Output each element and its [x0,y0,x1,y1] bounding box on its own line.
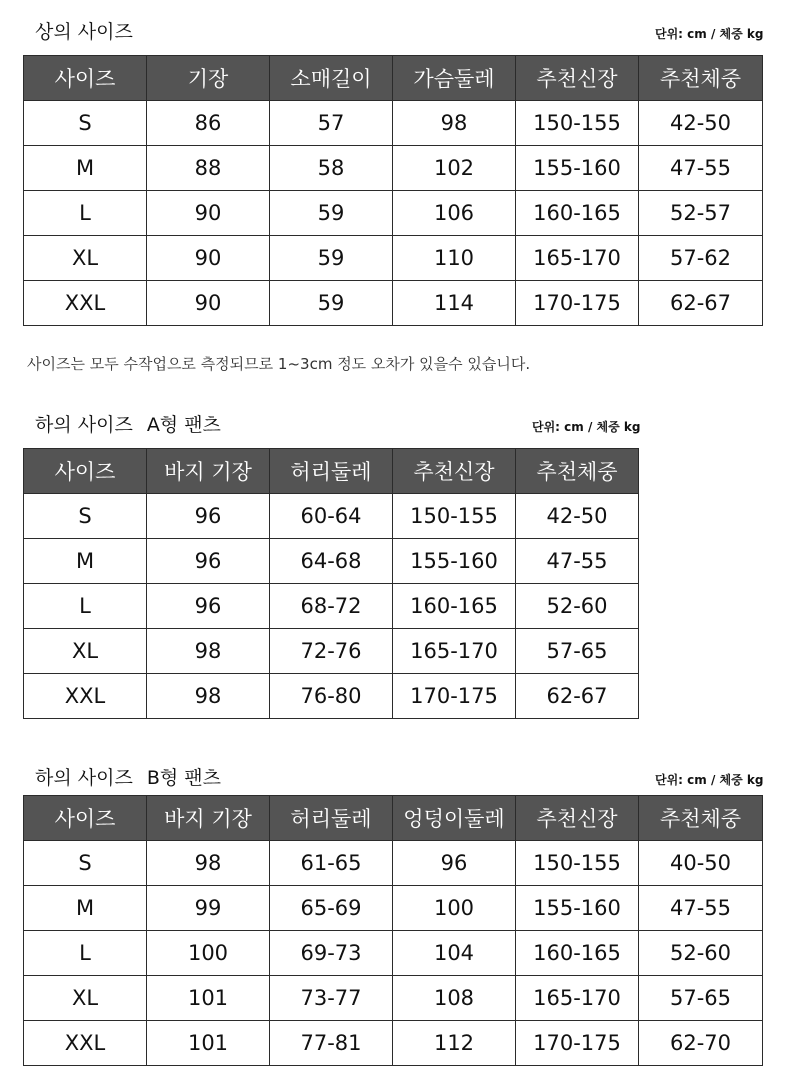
table-cell: 90 [147,191,270,236]
table-row [24,539,639,584]
table-row [24,236,763,281]
table-cell: 57-65 [516,629,639,674]
table-cell: 170-175 [516,281,639,326]
table-cell: 42-50 [516,494,639,539]
table-cell: 112 [393,1021,516,1066]
measurement-note: 사이즈는 모두 수작업으로 측정되므로 1~3cm 정도 오차가 있을수 있습니다. [27,355,531,373]
bottom-b-header-row [24,796,763,841]
table-cell: 65-69 [270,886,393,931]
table-cell: 98 [147,629,270,674]
table-row [24,674,639,719]
table-cell: 110 [393,236,516,281]
table-cell: 150-155 [516,101,639,146]
table-cell: 47-55 [639,146,763,191]
column-header: 바지 기장 [147,796,270,841]
table-row [24,146,763,191]
table-cell: 98 [393,101,516,146]
table-cell: 160-165 [393,584,516,629]
size-label-cell: M [24,886,147,931]
table-cell: 57 [270,101,393,146]
table-cell: 150-155 [393,494,516,539]
table-cell: 100 [147,931,270,976]
table-cell: 155-160 [516,146,639,191]
table-cell: 62-67 [516,674,639,719]
size-label-cell: XL [24,236,147,281]
table-row [24,841,763,886]
table-row [24,101,763,146]
bottom-b-size-table [23,795,763,1066]
column-header: 바지 기장 [147,449,270,494]
column-header: 추천신장 [516,56,639,101]
column-header: 가슴둘레 [393,56,516,101]
table-row [24,1021,763,1066]
table-cell: 52-60 [639,931,763,976]
table-cell: 101 [147,1021,270,1066]
size-label-cell: L [24,931,147,976]
bottom-b-size-title [35,766,221,790]
top-unit-label: 단위: cm / 체중 kg [655,27,764,41]
column-header: 추천신장 [393,449,516,494]
table-cell: 90 [147,281,270,326]
size-label-cell: L [24,191,147,236]
table-row [24,629,639,674]
table-cell: 98 [147,674,270,719]
table-cell: 96 [147,539,270,584]
table-cell: 106 [393,191,516,236]
size-label-cell: S [24,101,147,146]
table-row [24,281,763,326]
column-header: 허리둘레 [270,449,393,494]
column-header: 추천체중 [639,796,763,841]
column-header: 사이즈 [24,56,147,101]
bottom-a-unit-label: 단위: cm / 체중 kg [532,420,641,434]
top-size-table [23,55,763,326]
table-cell: 60-64 [270,494,393,539]
table-cell: 96 [147,494,270,539]
table-cell: 62-67 [639,281,763,326]
size-label-cell: L [24,584,147,629]
table-cell: 99 [147,886,270,931]
table-cell: 68-72 [270,584,393,629]
table-cell: 61-65 [270,841,393,886]
column-header: 소매길이 [270,56,393,101]
table-row [24,886,763,931]
column-header: 사이즈 [24,796,147,841]
table-cell: 52-60 [516,584,639,629]
table-cell: 59 [270,191,393,236]
bottom-a-size-table [23,448,639,719]
table-cell: 160-165 [516,931,639,976]
bottom-a-size-title [35,413,221,437]
bottom-a-size-table-header [24,449,639,494]
bottom-b-size-table-header [24,796,763,841]
size-label-cell: XL [24,629,147,674]
table-cell: 57-62 [639,236,763,281]
top-header-row [24,56,763,101]
table-cell: 100 [393,886,516,931]
table-cell: 76-80 [270,674,393,719]
table-cell: 165-170 [516,976,639,1021]
column-header: 엉덩이둘레 [393,796,516,841]
bottom-b-title-text: 하의 사이즈 [35,767,133,789]
table-cell: 104 [393,931,516,976]
table-row [24,584,639,629]
table-cell: 40-50 [639,841,763,886]
table-cell: 90 [147,236,270,281]
table-cell: 59 [270,236,393,281]
table-cell: 77-81 [270,1021,393,1066]
table-cell: 101 [147,976,270,1021]
table-cell: 69-73 [270,931,393,976]
table-cell: 96 [147,584,270,629]
table-row [24,976,763,1021]
top-size-table-header [24,56,763,101]
table-cell: 52-57 [639,191,763,236]
table-cell: 170-175 [516,1021,639,1066]
table-cell: 47-55 [639,886,763,931]
size-label-cell: M [24,539,147,584]
table-cell: 59 [270,281,393,326]
table-cell: 86 [147,101,270,146]
table-cell: 62-70 [639,1021,763,1066]
table-cell: 155-160 [516,886,639,931]
size-label-cell: M [24,146,147,191]
top-size-title [35,20,133,44]
top-size-title-text: 상의 사이즈 [35,21,133,43]
table-row [24,191,763,236]
size-label-cell: S [24,494,147,539]
table-cell: 170-175 [393,674,516,719]
bottom-b-subtitle: B형 팬츠 [146,767,221,789]
column-header: 사이즈 [24,449,147,494]
bottom-b-size-table-body [24,841,763,1066]
table-cell: 160-165 [516,191,639,236]
column-header: 추천신장 [516,796,639,841]
table-cell: 72-76 [270,629,393,674]
table-row [24,931,763,976]
column-header: 추천체중 [516,449,639,494]
table-cell: 102 [393,146,516,191]
table-row [24,494,639,539]
bottom-b-unit-label: 단위: cm / 체중 kg [655,773,764,787]
table-cell: 88 [147,146,270,191]
table-cell: 58 [270,146,393,191]
table-cell: 47-55 [516,539,639,584]
bottom-a-header-row [24,449,639,494]
table-cell: 114 [393,281,516,326]
top-size-table-body [24,101,763,326]
table-cell: 98 [147,841,270,886]
column-header: 추천체중 [639,56,763,101]
column-header: 기장 [147,56,270,101]
column-header: 허리둘레 [270,796,393,841]
bottom-a-title-text: 하의 사이즈 [35,414,133,436]
table-cell: 108 [393,976,516,1021]
table-cell: 165-170 [393,629,516,674]
size-label-cell: XL [24,976,147,1021]
table-cell: 57-65 [639,976,763,1021]
bottom-a-subtitle: A형 팬츠 [146,414,221,436]
size-label-cell: XXL [24,674,147,719]
table-cell: 73-77 [270,976,393,1021]
table-cell: 64-68 [270,539,393,584]
size-label-cell: S [24,841,147,886]
table-cell: 150-155 [516,841,639,886]
table-cell: 155-160 [393,539,516,584]
bottom-a-size-table-body [24,494,639,719]
table-cell: 165-170 [516,236,639,281]
size-label-cell: XXL [24,1021,147,1066]
table-cell: 96 [393,841,516,886]
table-cell: 42-50 [639,101,763,146]
size-label-cell: XXL [24,281,147,326]
